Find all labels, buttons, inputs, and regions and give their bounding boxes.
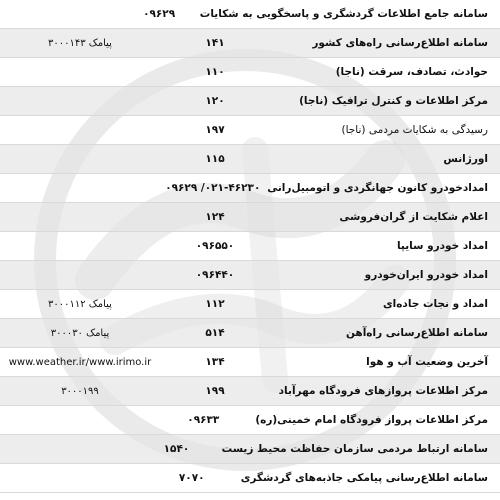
row-title: امداد خودرو ایران‌خودرو <box>364 269 488 281</box>
table-row <box>0 232 500 261</box>
row-number: ۰۹۶۲۹ /۰۲۱-۴۶۲۳۰ <box>165 182 261 194</box>
row-number: ۵۱۴ <box>205 327 225 339</box>
row-number: ۱۲۴ <box>205 211 225 223</box>
row-number: ۱۲۰ <box>205 95 225 107</box>
row-title: امدادخودرو کانون جهانگردی و اتومبیل‌رانی <box>267 182 488 194</box>
row-title: سامانه جامع اطلاعات گردشگری و پاسخگویی به شکایات <box>199 8 488 20</box>
row-number: ۱۴۱ <box>205 37 225 49</box>
row-title: مرکز اطلاعات پرواز فرودگاه امام خمینی(ره) <box>255 414 488 426</box>
row-note: پیامک ۳۰۰۰۱۴۳ <box>48 37 112 49</box>
row-number: ۰۹۶۵۵۰ <box>195 240 235 252</box>
row-number: ۱۳۴ <box>205 356 225 368</box>
row-title: آخرین وضعیت آب و هوا <box>366 356 488 368</box>
row-number: ۷۰۷۰ <box>178 472 205 484</box>
row-title: مرکز اطلاعات و کنترل ترافیک (ناجا) <box>299 95 488 107</box>
row-number: ۱۱۰ <box>205 66 225 78</box>
row-note: پیامک ۳۰۰۰۳۰ <box>50 327 110 339</box>
row-note: www.weather.ir/www.irimo.ir <box>8 356 152 368</box>
row-title: سامانه اطلاع‌رسانی راه‌های کشور <box>312 37 488 49</box>
row-title: حوادث، تصادف، سرقت (ناجا) <box>335 66 488 78</box>
table-row <box>0 377 500 406</box>
row-title: سامانه ارتباط مردمی سازمان حفاظت محیط زیست <box>221 443 488 455</box>
table-row <box>0 406 500 435</box>
table-row <box>0 261 500 290</box>
row-note: پیامک ۳۰۰۰۱۱۲ <box>48 298 112 310</box>
row-number: ۰۹۶۴۴۰ <box>195 269 235 281</box>
row-title: اعلام شکایت از گران‌فروشی <box>339 211 488 223</box>
row-note: ۳۰۰۰۱۹۹ <box>61 385 99 397</box>
table-row <box>0 290 500 319</box>
row-number: ۱۱۵ <box>205 153 225 165</box>
table-row <box>0 29 500 58</box>
table-row <box>0 87 500 116</box>
table-row <box>0 203 500 232</box>
row-number: ۰۹۶۲۹ <box>143 8 176 20</box>
table-row <box>0 174 500 203</box>
table-row <box>0 58 500 87</box>
table-row <box>0 319 500 348</box>
table-row <box>0 145 500 174</box>
row-title: سامانه اطلاع‌رسانی پیامکی جاذبه‌های گردشگری <box>240 472 488 484</box>
row-number: ۱۵۴۰ <box>163 443 190 455</box>
row-title: مرکز اطلاعات پروازهای فرودگاه مهرآباد <box>278 385 488 397</box>
table-row <box>0 348 500 377</box>
row-title: رسیدگی به شکایات مردمی (ناجا) <box>341 124 488 136</box>
row-title: سامانه اطلاع‌رسانی راه‌آهن <box>345 327 488 339</box>
table-row <box>0 435 500 464</box>
table-row <box>0 464 500 493</box>
row-number: ۱۹۷ <box>205 124 225 136</box>
table-row <box>0 0 500 29</box>
table-row <box>0 116 500 145</box>
row-title: امداد خودرو سایپا <box>396 240 488 252</box>
row-title: امداد و نجات جاده‌ای <box>383 298 488 310</box>
row-title: اورژانس <box>443 153 488 165</box>
row-number: ۱۹۹ <box>205 385 225 397</box>
row-number: ۰۹۶۳۳ <box>187 414 220 426</box>
row-number: ۱۱۲ <box>205 298 225 310</box>
